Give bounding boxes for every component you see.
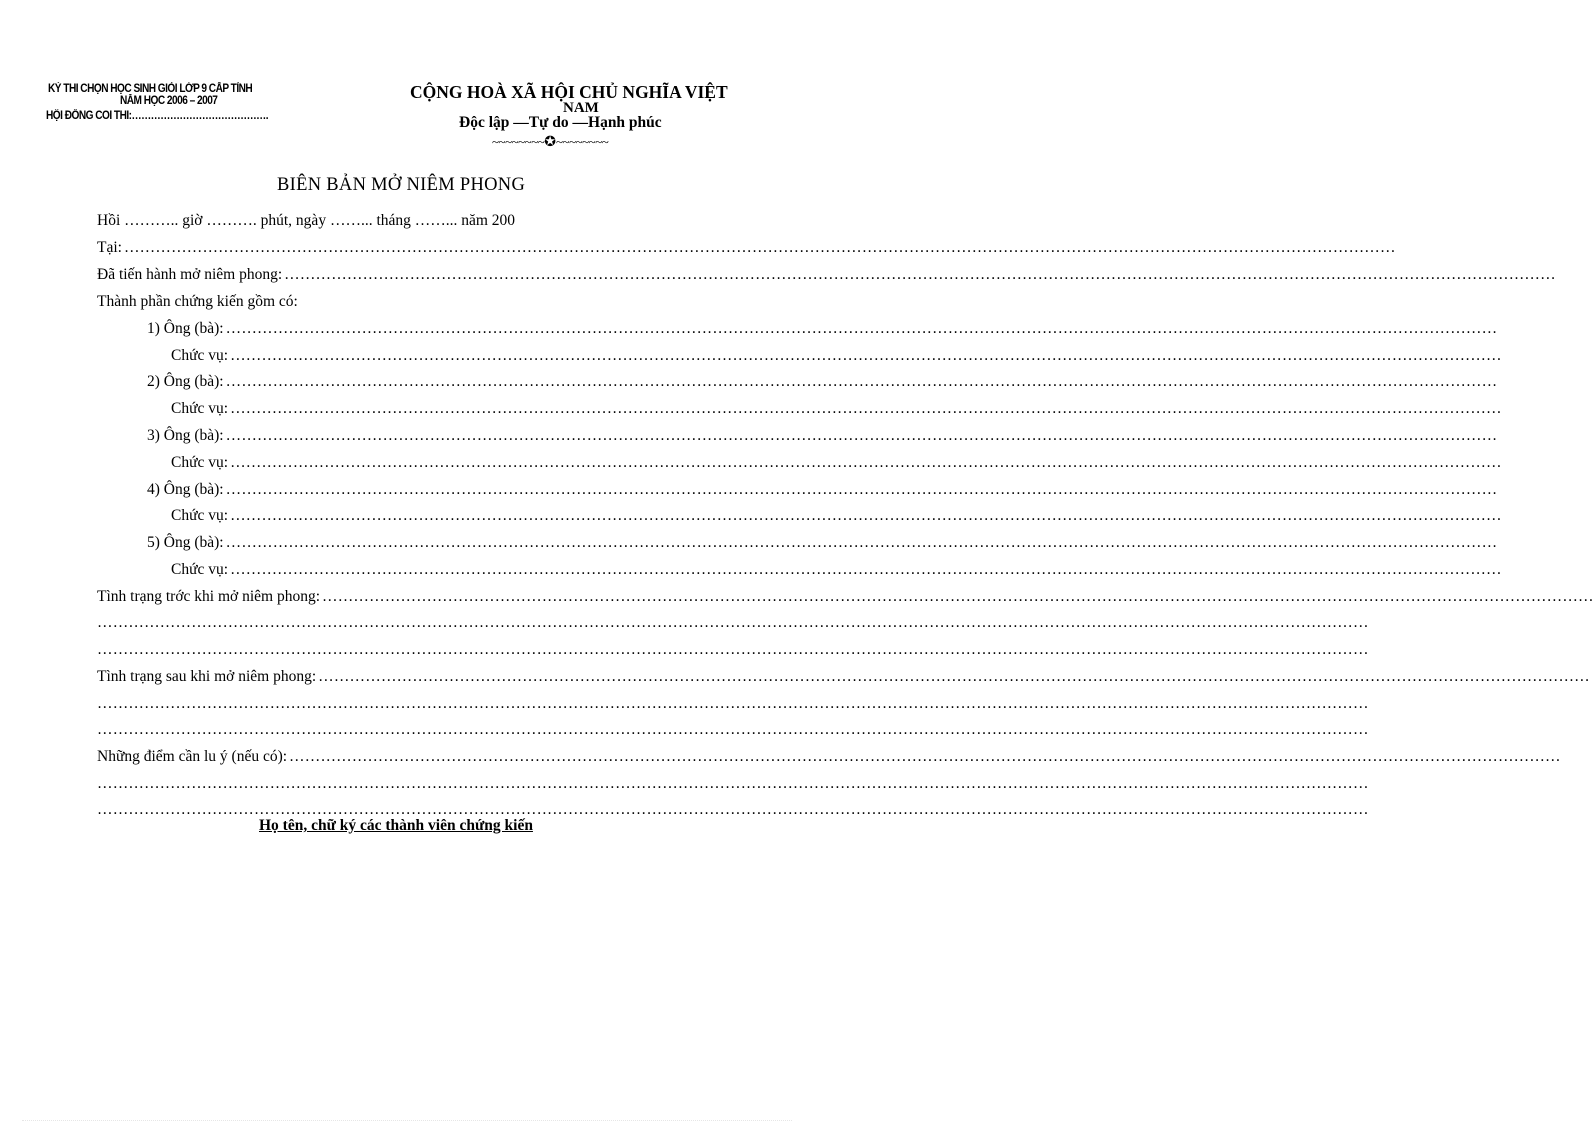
witness-3-position-label: Chức vụ: <box>171 454 229 471</box>
witness-2-position-row <box>171 400 1502 418</box>
ornament <box>492 133 608 151</box>
witness-2-position-label: Chức vụ: <box>171 400 229 417</box>
witness-4-name-label: 4) Ông (bà): <box>147 481 224 498</box>
notes-row <box>97 748 1561 766</box>
condition-before-row <box>97 588 1594 606</box>
location-label: Tại: <box>97 239 122 256</box>
national-motto: Độc lập —Tự do —Hạnh phúc <box>459 114 662 131</box>
signature-heading: Họ tên, chữ ký các thành viên chứng kiến <box>259 817 533 834</box>
exam-name: KỲ THI CHỌN HỌC SINH GIỎI LỚP 9 CẤP TỈNH <box>48 83 253 95</box>
dots-line: ……………………………………………………………………………………………………………………………………………………………………………………………………………………… <box>97 641 1369 658</box>
notes-line-2 <box>97 775 1369 793</box>
unsealing-label: Đã tiến hành mở niêm phong: <box>97 266 283 283</box>
dots-line: ……………………………………………………………………………………………………………………………………………………………………………………………………………………… <box>97 721 1369 738</box>
exam-council: HỘI ĐỒNG COI THI:……………………………………. <box>46 110 269 122</box>
location-dots: ……………………………………………………………………………………………………………………………………………………………………………………………………………………… <box>123 239 1396 256</box>
condition-before-label: Tình trạng trớc khi mở niêm phong: <box>97 588 321 605</box>
witness-2-name-dots: ……………………………………………………………………………………………………………………………………………………………………………………………………………………… <box>225 373 1498 390</box>
witness-1-name-dots: ……………………………………………………………………………………………………………………………………………………………………………………………………………………… <box>225 320 1498 337</box>
location-row <box>97 239 1396 257</box>
unsealing-row <box>97 266 1556 284</box>
ornament-right: ~~~~~~~~ <box>556 134 609 149</box>
unsealing-dots: ……………………………………………………………………………………………………………………………………………………………………………………………………………………… <box>284 266 1556 283</box>
witness-1-name-label: 1) Ông (bà): <box>147 320 224 337</box>
witness-1-position-label: Chức vụ: <box>171 347 229 364</box>
witness-5-name-row <box>147 534 1498 552</box>
dots-line: ……………………………………………………………………………………………………………………………………………………………………………………………………………………… <box>97 775 1369 792</box>
condition-after-label: Tình trạng sau khi mở niêm phong: <box>97 668 317 685</box>
country-name-cont: NAM <box>563 100 599 116</box>
witness-5-position-row <box>171 561 1502 579</box>
witness-2-name-label: 2) Ông (bà): <box>147 373 224 390</box>
condition-before-line-2 <box>97 614 1369 632</box>
ornament-left: ~~~~~~~~ <box>492 134 545 149</box>
witness-5-position-label: Chức vụ: <box>171 561 229 578</box>
condition-after-row <box>97 668 1590 686</box>
condition-after-dots: ……………………………………………………………………………………………………………………………………………………………………………………………………………………… <box>318 668 1590 685</box>
notes-label: Những điểm cần lu ý (nếu có): <box>97 748 288 765</box>
witness-4-position-dots: ……………………………………………………………………………………………………………………………………………………………………………………………………………………… <box>230 507 1502 524</box>
witness-2-name-row <box>147 373 1498 391</box>
witness-3-position-dots: ……………………………………………………………………………………………………………………………………………………………………………………………………………………… <box>230 454 1502 471</box>
witness-3-name-dots: ……………………………………………………………………………………………………………………………………………………………………………………………………………………… <box>225 427 1498 444</box>
witness-4-position-row <box>171 507 1502 525</box>
witness-3-name-row <box>147 427 1498 445</box>
witness-4-name-dots: ……………………………………………………………………………………………………………………………………………………………………………………………………………………… <box>225 481 1498 498</box>
condition-before-line-3 <box>97 641 1369 659</box>
witness-3-name-label: 3) Ông (bà): <box>147 427 224 444</box>
witnesses-label: Thành phần chứng kiến gồm có: <box>97 293 298 310</box>
witness-1-position-row <box>171 347 1502 365</box>
country-name: CỘNG HOÀ XÃ HỘI CHỦ NGHĨA VIỆT <box>410 82 728 102</box>
time-line: Hồi ……….. giờ ………. phút, ngày ……... tháng ……... năm 200 <box>97 212 516 229</box>
page-bottom-edge <box>22 1120 792 1121</box>
witness-5-name-dots: ……………………………………………………………………………………………………………………………………………………………………………………………………………………… <box>225 534 1498 551</box>
document-title: BIÊN BẢN MỞ NIÊM PHONG <box>277 175 526 195</box>
star-icon: ✪ <box>544 134 556 150</box>
dots-line: ……………………………………………………………………………………………………………………………………………………………………………………………………………………… <box>97 614 1369 631</box>
witness-4-name-row <box>147 481 1498 499</box>
dots-line: ……………………………………………………………………………………………………………………………………………………………………………………………………………………… <box>97 801 1369 818</box>
notes-dots: ……………………………………………………………………………………………………………………………………………………………………………………………………………………… <box>289 748 1561 765</box>
dots-line: ……………………………………………………………………………………………………………………………………………………………………………………………………………………… <box>97 695 1369 712</box>
condition-before-dots: ……………………………………………………………………………………………………………………………………………………………………………………………………………………… <box>322 588 1594 605</box>
witness-1-name-row <box>147 320 1498 338</box>
witness-4-position-label: Chức vụ: <box>171 507 229 524</box>
school-year: NĂM HỌC 2006 – 2007 <box>120 95 218 107</box>
witness-5-name-label: 5) Ông (bà): <box>147 534 224 551</box>
witness-5-position-dots: ……………………………………………………………………………………………………………………………………………………………………………………………………………………… <box>230 561 1502 578</box>
condition-after-line-3 <box>97 721 1369 739</box>
witness-2-position-dots: ……………………………………………………………………………………………………………………………………………………………………………………………………………………… <box>230 400 1502 417</box>
witness-1-position-dots: ……………………………………………………………………………………………………………………………………………………………………………………………………………………… <box>230 347 1502 364</box>
condition-after-line-2 <box>97 695 1369 713</box>
witness-3-position-row <box>171 454 1502 472</box>
